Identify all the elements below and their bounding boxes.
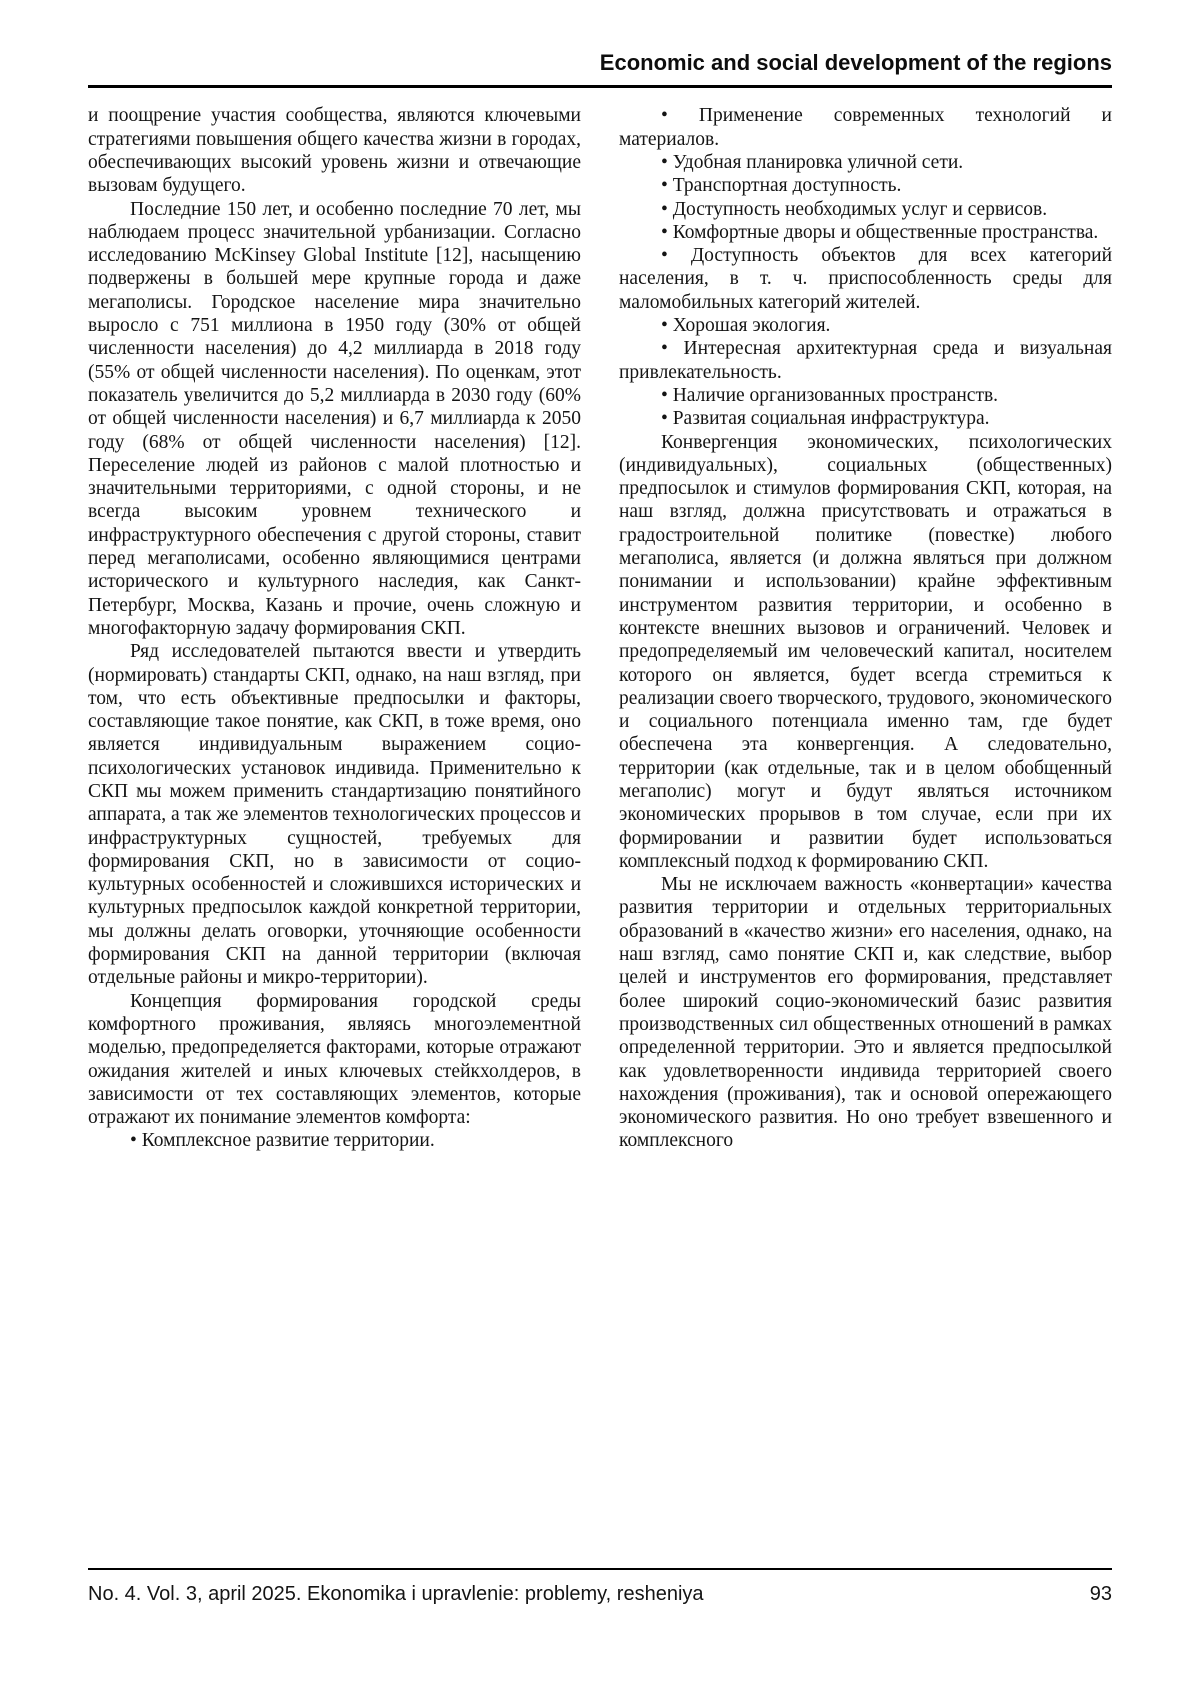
paragraph: Последние 150 лет, и особенно последние 70 лет, мы наблюдаем процесс значительной урбанизации. Согласно исследованию McKinsey Global Institute [12], насыщению подвержены в большей мере крупные города и даже мегаполисы. Городское население мира значительно выросло с 751 миллиона в 1950 году (30% от общей численности населения) до 4,2 миллиарда в 2018 году (55% от общей численности населения). По оценкам, этот показатель увеличится до 5,2 миллиарда в 2030 году (60% от общей численности населения) и 6,7 миллиарда к 2050 году (68% от общей численности населения) [12]. Переселение людей из районов с малой плотностью и значительными территориями, с одной стороны, и не всегда высоким уровнем технического и инфраструктурного обеспечения с другой стороны, ставит перед мегаполисами, особенно являющимися центрами исторического и культурного наследия, как Санкт-Петербург, Москва, Казань и прочие, очень сложную и многофакторную задачу формирования СКП. <box>88 198 581 639</box>
bullet-item: • Применение современных технологий и материалов. <box>619 105 1112 150</box>
journal-citation: No. 4. Vol. 3, april 2025. Ekonomika i upravlenie: problemy, resheniya <box>88 1583 704 1605</box>
footer-rule <box>88 1568 1112 1571</box>
paragraph: Концепция формирования городской среды комфортного проживания, являясь многоэлементной моделью, предопределяется факторами, которые отражают ожидания жителей и иных ключевых стейкхолдеров, в зависимости от тех составляющих элементов, которые отражают их понимание элементов комфорта: <box>88 990 581 1129</box>
page-number: 93 <box>1089 1583 1112 1605</box>
bullet-item: • Доступность необходимых услуг и сервисов. <box>661 198 1048 220</box>
paragraph-continuation: и поощрение участия сообщества, являются ключевыми стратегиями повышения общего качества жизни в городах, обеспечивающих высокий уровень жизни и отвечающие вызовам будущего. <box>88 105 581 197</box>
bullet-item: • Транспортная доступность. <box>661 175 902 197</box>
page-footer <box>88 1568 1112 1607</box>
header-rule <box>88 85 1112 88</box>
bullet-item: • Развитая социальная инфраструктура. <box>661 408 990 430</box>
paragraph: Конвергенция экономических, психологических (индивидуальных), социальных (общественных) предпосылок и стимулов формирования СКП, которая, на наш взгляд, должна присутствовать и отражаться в градостроительной политике (повестке) любого мегаполиса, является (и должна являться при должном понимании и использовании) крайне эффективным инструментом развития территории, и особенно в контексте внешних вызовов и ограничений. Человек и предопределяемый им человеческий капитал, носителем которого он является, будет всегда стремиться к реализации своего творческого, трудового, экономического и социального потенциала именно там, где будет обеспечена эта конвергенция. А следовательно, территории (как отдельные, так и в целом обобщенный мегаполис) могут и будут являться источником экономических прорывов в том случае, если при их формировании и развитии будет использоваться комплексный подход к формированию СКП. <box>619 431 1112 872</box>
bullet-item: • Доступность объектов для всех категорий населения, в т. ч. приспособленность среды для маломобильных категорий жителей. <box>619 245 1112 313</box>
running-head: Economic and social development of the regions <box>599 50 1112 75</box>
bullet-item: • Интересная архитектурная среда и визуальная привлекательность. <box>619 338 1112 383</box>
paragraph: Мы не исключаем важность «конвертации» качества развития территории и отдельных территориальных образований в «качество жизни» его населения, однако, на наш взгляд, само понятие СКП и, как следствие, выбор целей и инструментов его формирования, представляет более широкий социо-экономический базис развития производственных сил общественных отношений в рамках определенной территории. Это и является предпосылкой как удовлетворенности индивида территорией своего нахождения (проживания), так и основой опережающего экономического развития. Но оно требует взвешенного и комплексного <box>619 874 1112 1152</box>
article-body <box>88 104 1112 1152</box>
bullet-item: • Комплексное развитие территории. <box>130 1130 435 1152</box>
bullet-item: • Наличие организованных пространств. <box>661 384 999 406</box>
bullet-item: • Комфортные дворы и общественные пространства. <box>661 221 1099 243</box>
right-column <box>619 104 1112 1152</box>
page-header <box>88 50 1112 88</box>
bullet-item: • Удобная планировка уличной сети. <box>661 151 964 173</box>
left-column <box>88 104 581 1152</box>
bullet-item: • Хорошая экология. <box>661 315 831 337</box>
footer-row <box>88 1583 1112 1606</box>
paragraph: Ряд исследователей пытаются ввести и утвердить (нормировать) стандарты СКП, однако, на наш взгляд, при том, что есть объективные предпосылки и факторы, составляющие такое понятие, как СКП, в тоже время, оно является индивидуальным выражением социо-психологических установок индивида. Применительно к СКП мы можем применить стандартизацию понятийного аппарата, а так же элементов технологических процессов и инфраструктурных сущностей, требуемых для формирования СКП, но в зависимости от социо-культурных особенностей и сложившихся исторических и культурных предпосылок каждой конкретной территории, мы должны делать оговорки, уточняющие особенности формирования СКП на данной территории (включая отдельные районы и микро-территории). <box>88 641 581 989</box>
